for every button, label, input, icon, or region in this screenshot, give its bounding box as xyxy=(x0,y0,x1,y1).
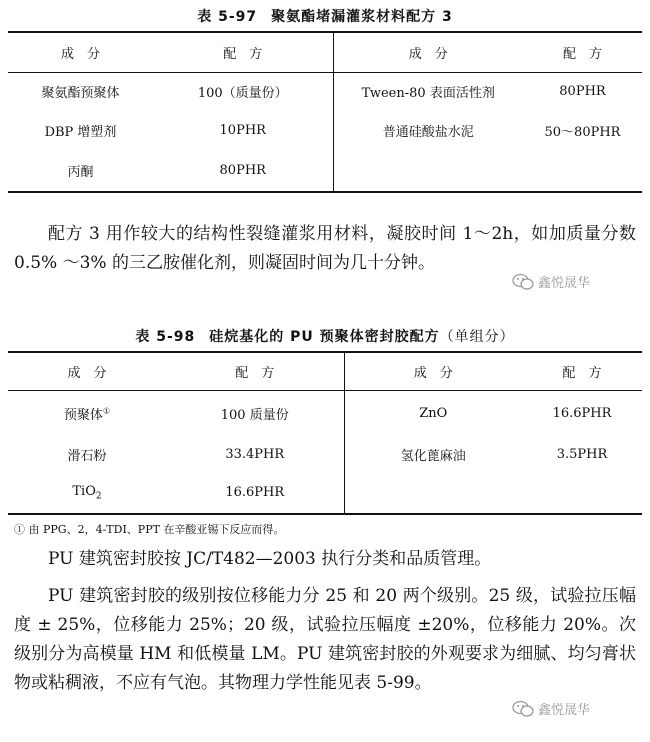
table-row xyxy=(8,150,642,192)
table98-title-suffix: （单组分） xyxy=(439,329,515,345)
table98-cell: 16.6PHR xyxy=(552,405,612,421)
table98-cell-text: TiO xyxy=(72,483,96,499)
table98-number: 表 5-98 xyxy=(135,329,196,345)
table98-header: 成 分 xyxy=(67,365,107,381)
table97-caption xyxy=(0,6,650,26)
table98-cell: 3.5PHR xyxy=(556,446,608,462)
table97-header: 成 分 xyxy=(60,46,100,62)
paragraph-2 xyxy=(14,545,636,574)
table97-cell: 聚氨酯预聚体 xyxy=(41,85,120,101)
table98-cell xyxy=(344,472,522,514)
paragraph-3-text: PU 建筑密封胶的级别按位移能力分 25 和 20 两个级别。25 级，试验拉压幅度 ± 25%，位移能力 25%；20 级，试验拉压幅度 ±20%，位移能力 20%。次级别分为高模量 HM 和低模量 LM。PU 建筑密封胶的外观要求为细腻、均匀膏状物或粘稠液，不应有气泡。其物理力学性能见表 5-99。 xyxy=(14,586,636,693)
table98-cell: 16.6PHR xyxy=(225,485,285,500)
paragraph-1 xyxy=(14,220,636,278)
table98-cell xyxy=(8,472,166,514)
footnote-marker: ① xyxy=(102,406,111,416)
table-row xyxy=(8,72,642,110)
table97-number: 表 5-97 xyxy=(197,9,258,25)
table-row xyxy=(8,110,642,150)
paragraph-1-text: 配方 3 用作较大的结构性裂缝灌浆用材料，凝胶时间 1～2h，如加质量分数 0.5% ～3% 的三乙胺催化剂，则凝固时间为几十分钟。 xyxy=(14,224,636,273)
table98-cell: 氢化蓖麻油 xyxy=(344,436,522,472)
paragraph-3 xyxy=(14,582,636,698)
table97-cell: 80PHR xyxy=(559,83,606,99)
table97-cell: 普通硅酸盐水泥 xyxy=(333,110,523,150)
table97-cell: Tween-80 表面活性剂 xyxy=(333,72,523,110)
table97-header: 成 分 xyxy=(333,32,523,72)
watermark-text: 鑫悦晟华 xyxy=(538,703,591,718)
table98-cell-text: 预聚体 xyxy=(63,407,103,423)
table98-header: 配 方 xyxy=(235,365,275,381)
table98-caption xyxy=(0,326,650,346)
table97-cell xyxy=(333,150,523,192)
watermark xyxy=(512,272,590,291)
table98 xyxy=(8,351,642,515)
table98-cell: 33.4PHR xyxy=(225,446,285,462)
wechat-icon xyxy=(512,700,534,718)
table98-cell xyxy=(522,472,642,514)
table98-cell: ZnO xyxy=(344,390,522,436)
table98-title: 硅烷基化的 PU 预聚体密封胶配方 xyxy=(209,329,440,345)
table-row xyxy=(8,390,642,436)
table97-header: 配 方 xyxy=(223,46,263,62)
table97-cell: DBP 增塑剂 xyxy=(44,124,117,140)
table98-cell: 100 质量份 xyxy=(220,407,289,423)
subscript: 2 xyxy=(95,491,102,502)
table97-header: 配 方 xyxy=(562,46,602,62)
table97-cell: 10PHR xyxy=(219,122,266,138)
table-row xyxy=(8,436,642,472)
table97-cell xyxy=(523,150,642,192)
wechat-icon xyxy=(512,273,534,291)
table98-cell xyxy=(8,390,166,436)
table98-cell: 滑石粉 xyxy=(67,448,107,464)
watermark-text: 鑫悦晟华 xyxy=(538,276,591,291)
paragraph-2-text: PU 建筑密封胶按 JC/T482—2003 执行分类和品质管理。 xyxy=(48,549,492,569)
watermark xyxy=(512,699,590,718)
table98-footnote: ① 由 PPG、2，4-TDI、PPT 在辛酸亚锡下反应而得。 xyxy=(14,523,285,536)
table97-cell: 50～80PHR xyxy=(544,124,621,140)
table97-cell: 丙酮 xyxy=(67,165,94,180)
table98-header: 成 分 xyxy=(344,352,522,390)
table97-title: 聚氨酯堵漏灌浆材料配方 3 xyxy=(271,9,453,25)
table-row xyxy=(8,472,642,514)
table97 xyxy=(8,31,642,193)
table97-cell: 80PHR xyxy=(219,163,266,178)
table98-header: 配 方 xyxy=(562,365,602,381)
table97-cell: 100（质量份） xyxy=(197,85,288,101)
